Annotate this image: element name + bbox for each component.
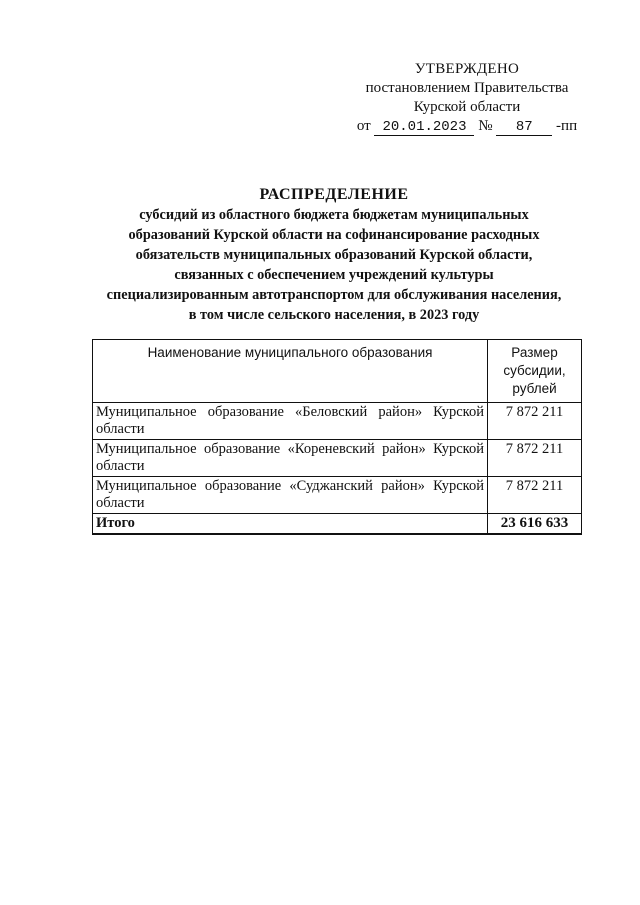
approval-stamp — [352, 60, 582, 136]
document-title-line: в том числе сельского населения, в 2023 году — [188, 307, 480, 323]
total-label: Итого — [93, 514, 488, 535]
approval-number-line — [352, 117, 582, 136]
header-amount-line: Размер — [511, 345, 558, 360]
row-amount: 7 872 211 — [488, 477, 582, 514]
document-title-line: образований Курской области на софинансирование расходных — [128, 227, 540, 243]
approval-date: 20.01.2023 — [374, 120, 474, 136]
header-amount-line: рублей — [512, 381, 557, 396]
header-amount — [488, 340, 582, 403]
document-title-line: обязательств муниципальных образований Курской области, — [135, 247, 533, 263]
document-title-main: РАСПРЕДЕЛЕНИЕ — [259, 186, 409, 203]
approval-number: 87 — [496, 120, 552, 136]
approval-from-label: от — [356, 118, 371, 134]
subsidy-table — [92, 339, 582, 535]
document-title-line: специализированным автотранспортом для обслуживания населения, — [106, 287, 562, 303]
total-amount: 23 616 633 — [488, 514, 582, 535]
row-name: Муниципальное образование «Суджанский район» Курской области — [93, 477, 488, 514]
row-name: Муниципальное образование «Кореневский район» Курской области — [93, 440, 488, 477]
row-amount: 7 872 211 — [488, 403, 582, 440]
header-amount-line: субсидии, — [503, 363, 566, 378]
document-title-line: субсидий из областного бюджета бюджетам муниципальных — [139, 207, 529, 223]
header-name: Наименование муниципального образования — [93, 340, 488, 403]
approval-number-label: № — [478, 118, 493, 134]
row-name: Муниципальное образование «Беловский район» Курской области — [93, 403, 488, 440]
table-header-row — [93, 340, 582, 403]
approval-line-1: постановлением Правительства — [365, 80, 569, 96]
approval-suffix: -пп — [556, 118, 578, 134]
row-amount: 7 872 211 — [488, 440, 582, 477]
total-row — [93, 514, 582, 535]
approval-heading: УТВЕРЖДЕНО — [414, 61, 520, 77]
table-row — [93, 477, 582, 514]
table-row — [93, 440, 582, 477]
table-row — [93, 403, 582, 440]
document-title — [60, 185, 608, 325]
approval-line-2: Курской области — [413, 99, 521, 115]
document-title-line: связанных с обеспечением учреждений культуры — [174, 267, 494, 283]
